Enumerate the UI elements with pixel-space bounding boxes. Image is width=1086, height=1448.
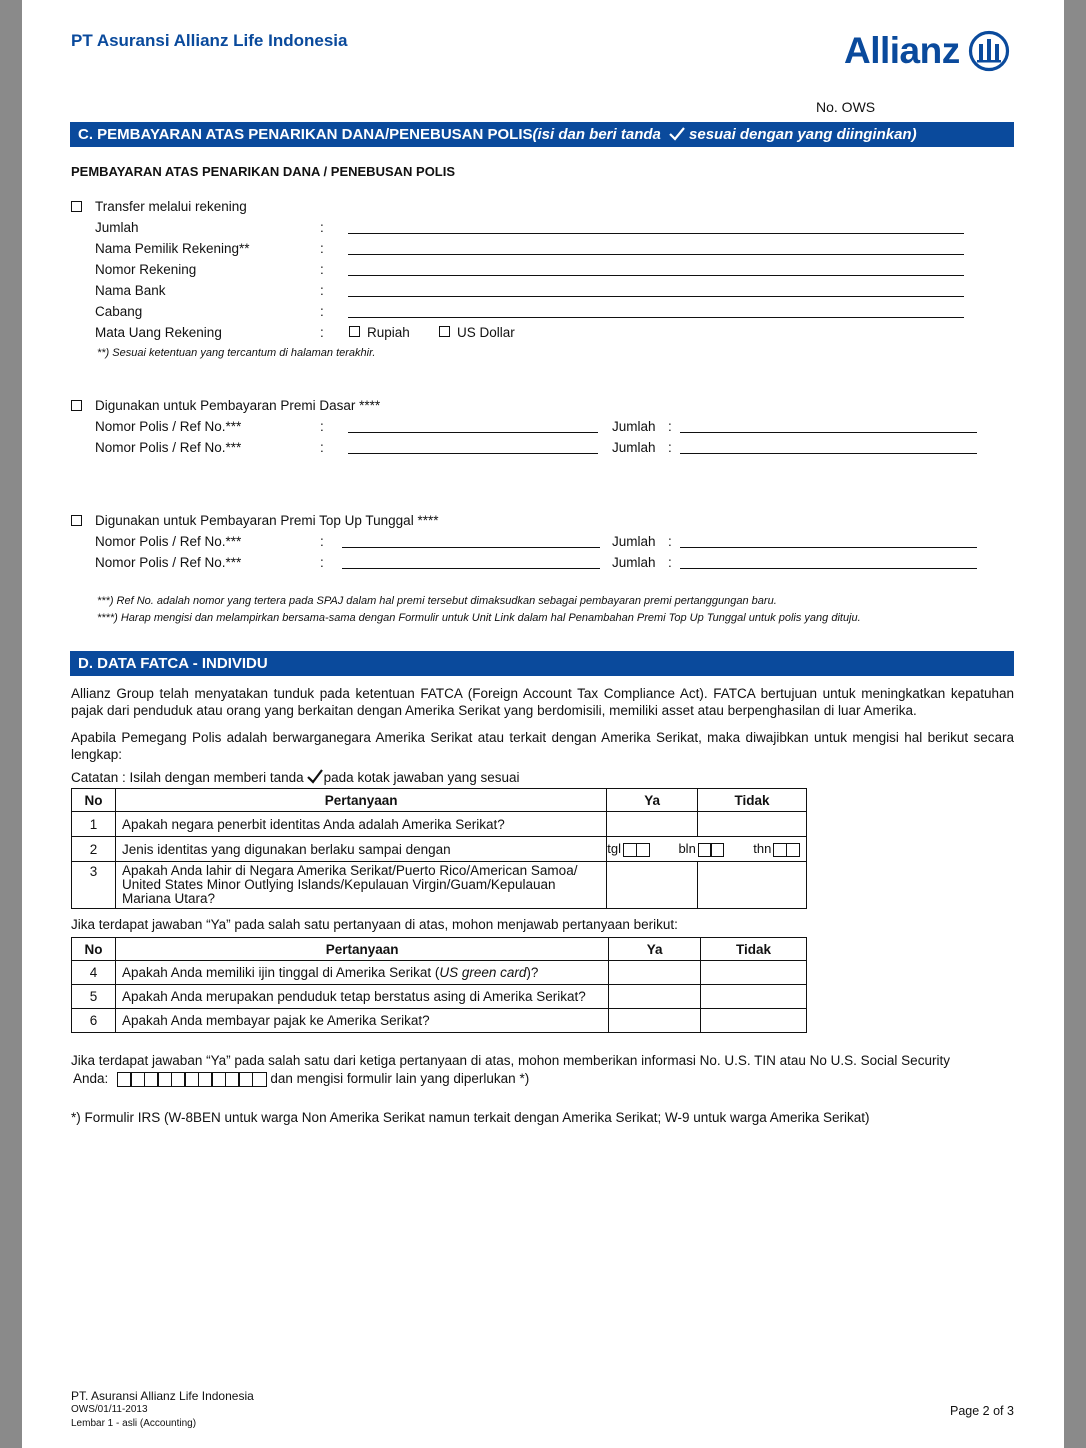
colon: : [668,419,672,434]
premi-dasar-checkbox[interactable] [71,400,82,411]
footer-company: PT. Asuransi Allianz Life Indonesia [71,1389,254,1403]
col-question: Pertanyaan [115,938,608,961]
question-text: Apakah Anda memiliki ijin tinggal di Amerika Serikat ( [121,965,440,980]
row-no: 2 [72,837,116,862]
row-no: 1 [72,812,116,837]
row-question [115,961,608,985]
footer-sheet: Lembar 1 - asli (Accounting) [71,1418,197,1429]
month-digit-box[interactable] [710,843,724,857]
tin-row [73,1071,529,1087]
colon: : [668,440,672,455]
allianz-logo [844,30,1010,72]
row-question: Apakah Anda lahir di Negara Amerika Serikat/Puerto Rico/American Samoa/ United States Minor Outlying Islands/Kepulauan Virgin/Guam/Kepulauan Mariana Utara? [115,862,606,909]
transfer-label: Transfer melalui rekening [95,199,247,214]
tidak-answer-cell[interactable] [701,985,807,1009]
fatca-intro: Allianz Group telah menyatakan tunduk pada ketentuan FATCA (Foreign Account Tax Compliance Act). FATCA bertujuan untuk meningkatkan kepatuhan pajak dari penduduk atau orang yang berkaitan dengan Amerika Serikat yang berdomisili, memiliki asset atau berpenghasilan di luar Amerika. [71,686,1014,718]
tidak-answer-cell[interactable] [701,1009,807,1033]
allianz-eagle-icon [968,30,1010,72]
colon: : [320,262,324,277]
footer-code: OWS/01/11-2013 [71,1404,148,1415]
colon: : [320,304,324,319]
jumlah-label: Jumlah [612,555,656,570]
tidak-answer-cell[interactable] [698,812,807,837]
tgl-label: tgl [607,841,621,857]
question-text-end: )? [526,965,539,980]
row-no: 5 [72,985,116,1009]
jumlah-input-line[interactable] [348,233,964,234]
transfer-checkbox[interactable] [71,201,82,212]
field-label: Nama Bank [95,283,166,298]
year-digit-box[interactable] [786,843,800,857]
row-no: 3 [72,862,116,909]
follow-up-instruction: Jika terdapat jawaban “Ya” pada salah satu pertanyaan di atas, mohon menjawab pertanyaan berikut: [71,917,678,932]
account-number-input-line[interactable] [348,275,964,276]
colon: : [668,534,672,549]
section-c-subtitle: PEMBAYARAN ATAS PENARIKAN DANA / PENEBUSAN POLIS [71,164,456,179]
table-row [72,837,807,862]
ya-answer-cell[interactable] [609,985,701,1009]
ows-number-label: No. OWS [816,99,876,115]
section-d-header: D. DATA FATCA - INDIVIDU [70,651,1014,676]
page-number: Page 2 of 3 [950,1404,1014,1418]
date-month-group [678,841,724,857]
day-digit-box[interactable] [636,843,650,857]
colon: : [320,419,324,434]
ya-answer-cell[interactable] [609,961,701,985]
form-page [22,0,1064,1448]
col-no: No [72,789,116,812]
row-question: Jenis identitas yang digunakan berlaku sampai dengan [115,837,606,862]
checkmark-icon [669,124,685,149]
jumlah-label: Jumlah [612,440,656,455]
premi-dasar-label: Digunakan untuk Pembayaran Premi Dasar **** [95,398,381,413]
usd-checkbox[interactable] [439,326,450,337]
expiry-date-cell [607,837,807,862]
colon: : [320,283,324,298]
checkmark-icon [307,769,323,787]
ya-answer-cell[interactable] [609,1009,701,1033]
section-c-title-italic: (isi dan beri tanda [532,126,661,143]
thn-label: thn [753,841,772,857]
col-question: Pertanyaan [115,789,606,812]
account-owner-input-line[interactable] [348,254,964,255]
table-row [72,1009,807,1033]
jumlah-input-line[interactable] [680,568,977,569]
branch-input-line[interactable] [348,317,964,318]
policy-ref-input-line[interactable] [348,432,598,433]
ya-answer-cell[interactable] [607,812,698,837]
logo-text: Allianz [844,30,960,71]
policy-ref-input-line[interactable] [342,568,600,569]
jumlah-input-line[interactable] [680,453,977,454]
fatca-table-1 [71,788,807,909]
row-question: Apakah negara penerbit identitas Anda adalah Amerika Serikat? [115,812,606,837]
col-tidak: Tidak [701,938,807,961]
field-label: Nomor Rekening [95,262,197,277]
ref-note: ***) Ref No. adalah nomor yang tertera pada SPAJ dalam hal premi tersebut dimaksudkan sebagai pembayaran premi pertanggungan baru. [97,595,777,607]
section-c-title-italic-2: sesuai dengan yang diinginkan) [689,126,917,143]
row-question: Apakah Anda merupakan penduduk tetap berstatus asing di Amerika Serikat? [115,985,608,1009]
catatan-text-2: pada kotak jawaban yang sesuai [323,770,520,785]
section-c-header [70,122,1014,147]
table-row [72,862,807,909]
fatca-instruction: Apabila Pemegang Polis adalah berwarganegara Amerika Serikat atau terkait dengan Amerika Serikat, maka diwajibkan untuk mengisi hal berikut secara lengkap: [71,730,1014,762]
table-row [72,812,807,837]
col-ya: Ya [607,789,698,812]
jumlah-label: Jumlah [612,534,656,549]
colon: : [320,241,324,256]
policy-ref-input-line[interactable] [342,547,600,548]
policy-ref-label: Nomor Polis / Ref No.*** [95,555,242,570]
ya-answer-cell[interactable] [607,862,698,909]
tin-digit-box[interactable] [252,1072,267,1087]
usd-label: US Dollar [457,325,515,340]
policy-ref-input-line[interactable] [348,453,598,454]
row-no: 6 [72,1009,116,1033]
currency-label: Mata Uang Rekening [95,325,222,340]
section-c-title: C. PEMBAYARAN ATAS PENARIKAN DANA/PENEBUSAN POLIS [78,126,533,143]
row-no: 4 [72,961,116,985]
policy-ref-label: Nomor Polis / Ref No.*** [95,419,242,434]
table-header-row [72,789,807,812]
table-row [72,985,807,1009]
fatca-table-2 [71,937,807,1033]
colon: : [320,555,324,570]
colon: : [320,325,324,340]
table-row [72,961,807,985]
rupiah-label: Rupiah [367,325,410,340]
tin-instruction: Jika terdapat jawaban “Ya” pada salah satu dari ketiga pertanyaan di atas, mohon memberikan informasi No. U.S. TIN atau No U.S. Social Security [71,1053,950,1068]
tidak-answer-cell[interactable] [698,862,807,909]
catatan-note [71,769,520,787]
tidak-answer-cell[interactable] [701,961,807,985]
colon: : [320,534,324,549]
table-header-row [72,938,807,961]
company-name: PT Asuransi Allianz Life Indonesia [71,31,348,50]
bln-label: bln [678,841,696,857]
field-label: Jumlah [95,220,139,235]
field-label: Nama Pemilik Rekening** [95,241,250,256]
colon: : [320,440,324,455]
question-italic: US green card [439,965,527,980]
tin-label: Anda: [73,1071,109,1086]
tin-suffix: dan mengisi formulir lain yang diperlukan *) [270,1071,530,1086]
date-year-group [753,841,800,857]
field-label: Cabang [95,304,143,319]
top-up-label: Digunakan untuk Pembayaran Premi Top Up Tunggal **** [95,513,439,528]
top-up-note: ****) Harap mengisi dan melampirkan bersama-sama dengan Formulir untuk Unit Link dalam hal Penambahan Premi Top Up Tunggal untuk polis yang dituju. [97,612,861,624]
jumlah-label: Jumlah [612,419,656,434]
transfer-note: **) Sesuai ketentuan yang tercantum di halaman terakhir. [97,347,376,359]
jumlah-input-line[interactable] [680,547,977,548]
jumlah-input-line[interactable] [680,432,977,433]
policy-ref-label: Nomor Polis / Ref No.*** [95,440,242,455]
policy-ref-label: Nomor Polis / Ref No.*** [95,534,242,549]
col-ya: Ya [609,938,701,961]
colon: : [320,220,324,235]
irs-note: *) Formulir IRS (W-8BEN untuk warga Non Amerika Serikat namun terkait dengan Amerika Serikat; W-9 untuk warga Amerika Serikat) [71,1110,870,1125]
top-up-checkbox[interactable] [71,515,82,526]
col-no: No [72,938,116,961]
footer-left [71,1389,254,1431]
col-tidak: Tidak [698,789,807,812]
colon: : [668,555,672,570]
tin-digit-boxes[interactable] [118,1071,267,1087]
bank-name-input-line[interactable] [348,296,964,297]
rupiah-checkbox[interactable] [349,326,360,337]
date-day-group [607,841,649,857]
row-question: Apakah Anda membayar pajak ke Amerika Serikat? [115,1009,608,1033]
catatan-text: Catatan : Isilah dengan memberi tanda [71,770,304,785]
